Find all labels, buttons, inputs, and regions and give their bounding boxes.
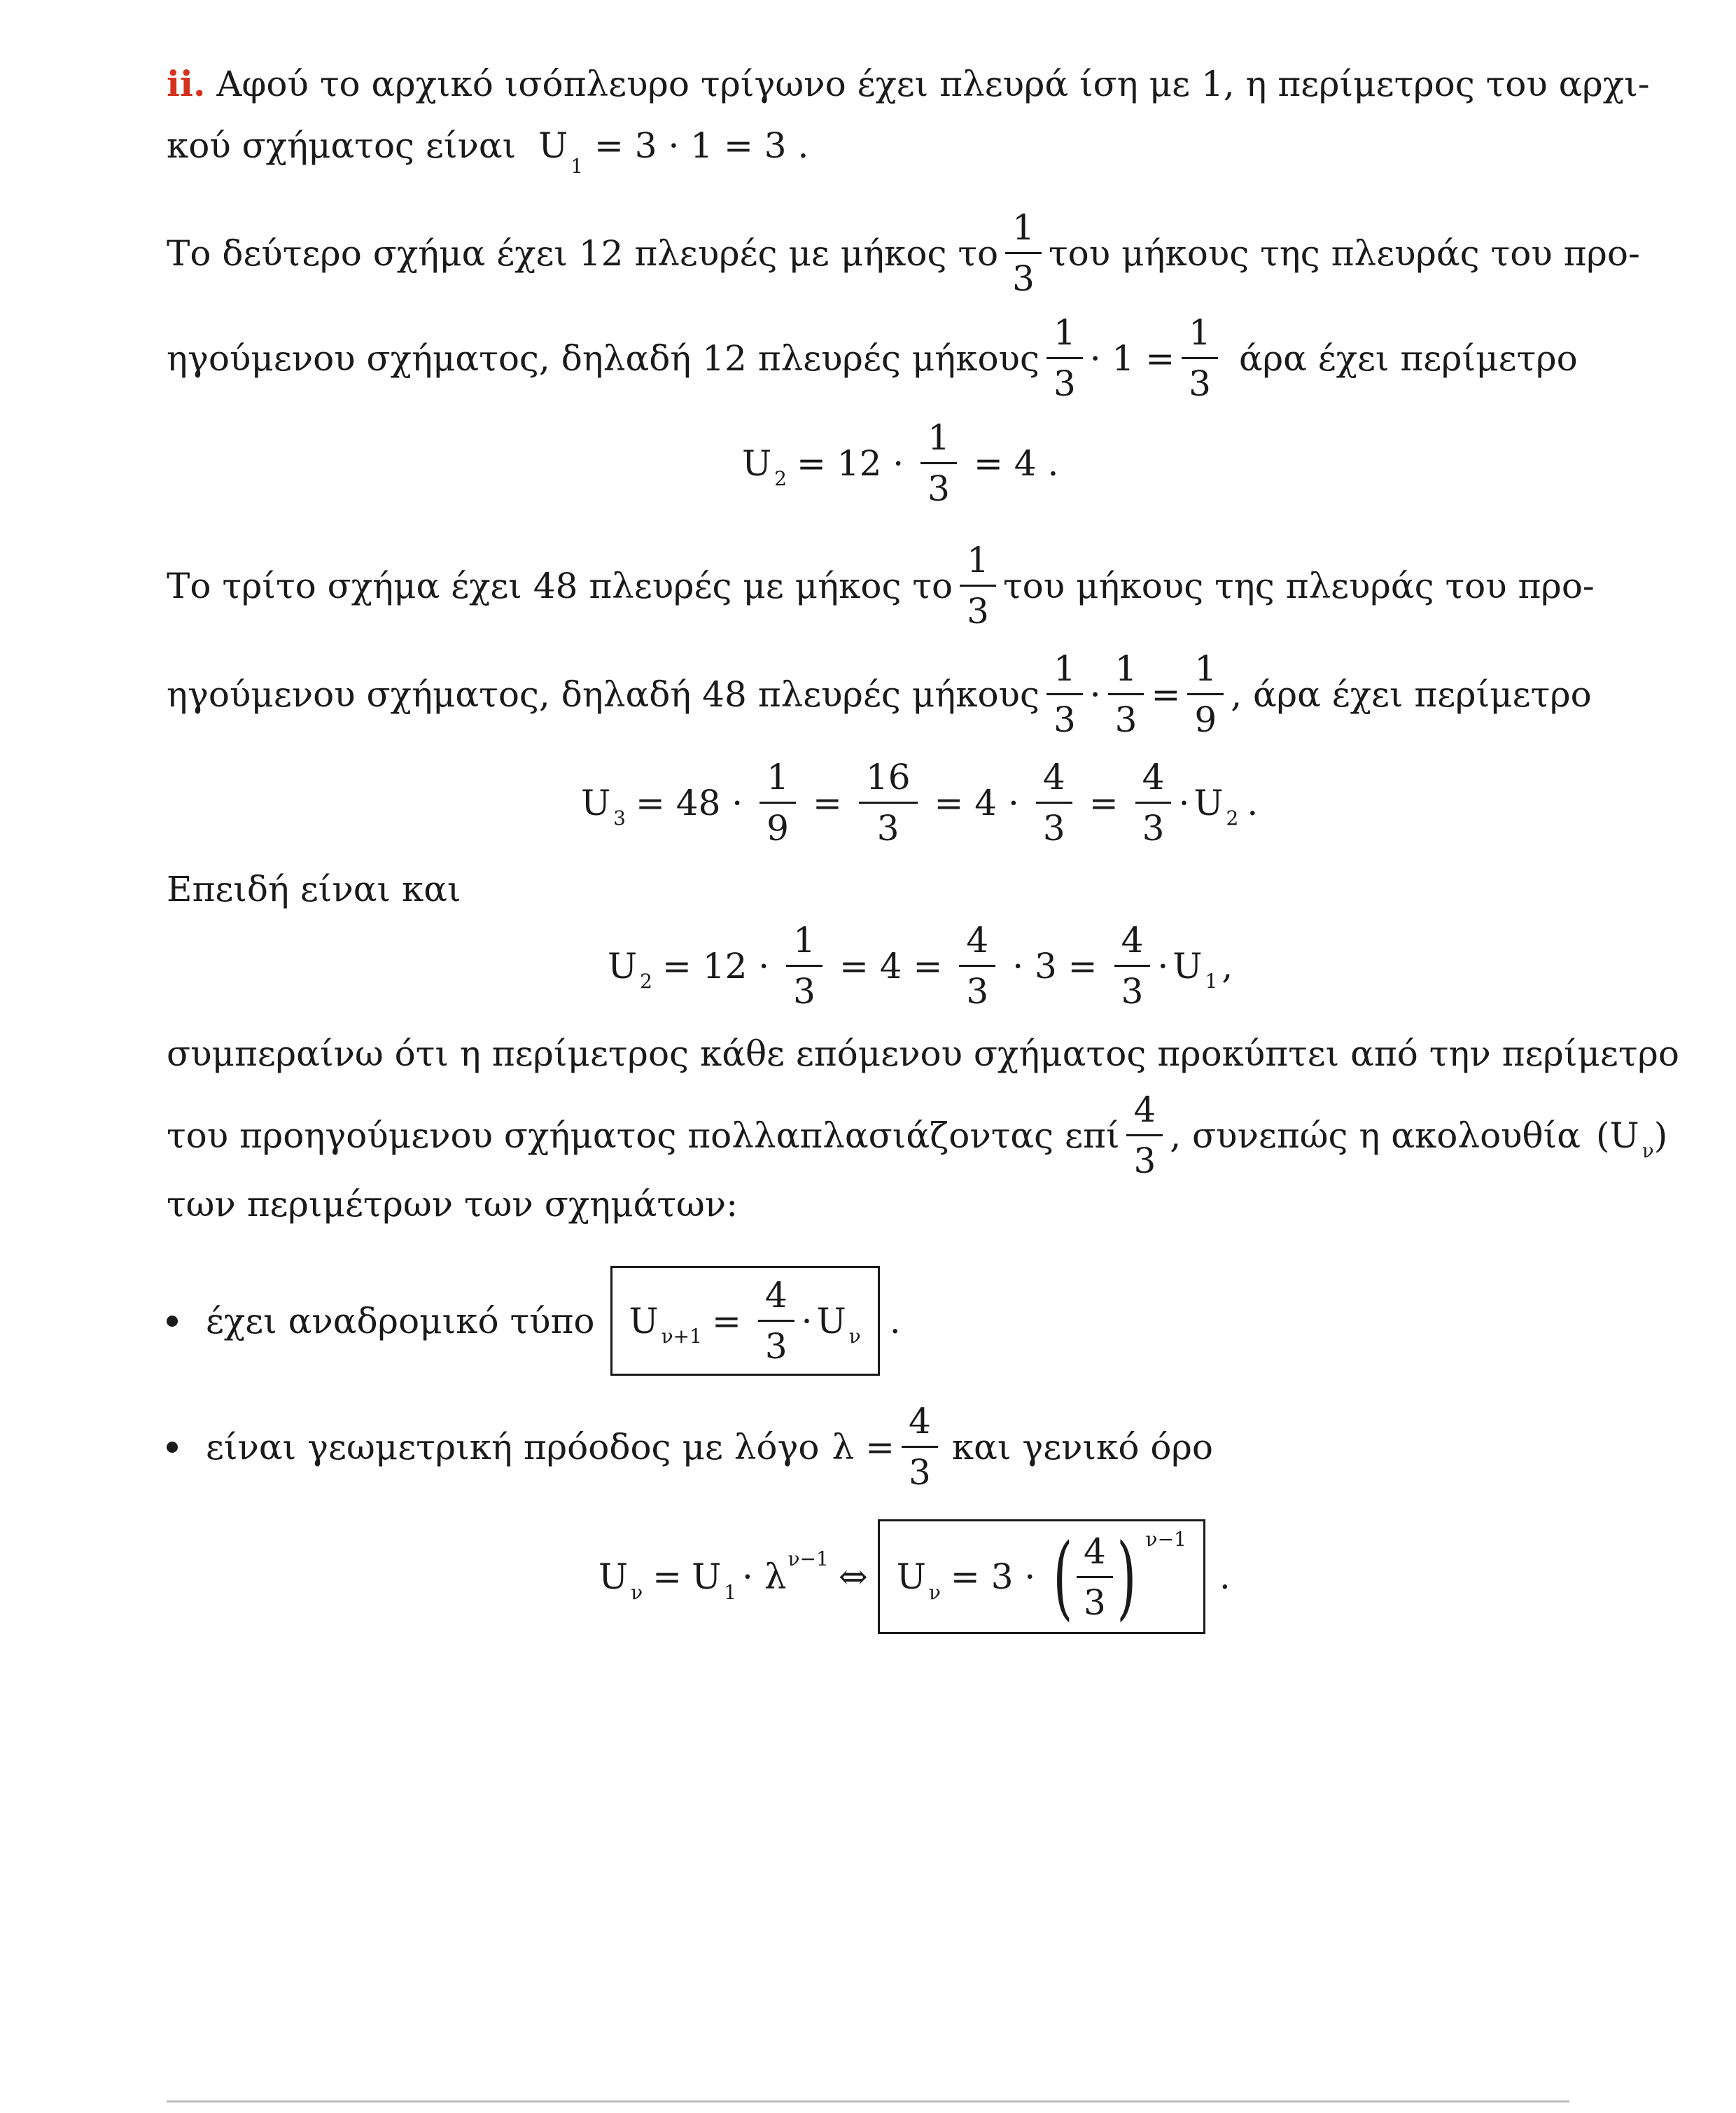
numerator: 1 — [960, 543, 996, 587]
numerator: 16 — [859, 760, 918, 804]
numerator: 1 — [920, 420, 957, 464]
lambda-equals: λ = — [832, 1426, 895, 1467]
denominator: 3 — [1042, 808, 1065, 849]
subscript: 1 — [1205, 970, 1218, 993]
operator: = — [1088, 782, 1119, 823]
fraction — [1077, 1530, 1113, 1623]
numerator: 4 — [1126, 1092, 1163, 1136]
text: Αφού το αρχικό ισόπλευρο τρίγωνο έχει πλευρά ίση με 1, η περίμετρος του αρχι- — [216, 64, 1650, 104]
operator: , — [1222, 945, 1233, 986]
numerator: 1 — [1046, 315, 1083, 359]
equation: = 3 · 1 = 3 . — [594, 125, 809, 166]
item-label: ii. — [167, 63, 206, 104]
text: κού σχήματος είναι — [167, 125, 517, 166]
boxed-general-term — [878, 1519, 1205, 1634]
denominator: 3 — [1189, 363, 1211, 404]
fraction — [920, 417, 957, 509]
denominator: 3 — [1053, 699, 1076, 740]
operator: · 1 = — [1089, 337, 1175, 379]
symbol-U: U — [1194, 782, 1224, 823]
text: του προηγούμενου σχήματος πολλαπλασιάζοντας επί — [167, 1115, 1120, 1156]
symbol-U: U — [816, 1300, 846, 1341]
denominator: 3 — [1133, 1141, 1156, 1181]
text: , άρα έχει περίμετρο — [1231, 674, 1592, 715]
iff-symbol: ⇔ — [838, 1556, 868, 1597]
numerator: 4 — [1114, 923, 1151, 967]
text: έχει αναδρομικό τύπο — [206, 1300, 595, 1341]
text: ηγούμενου σχήματος, δηλαδή 12 πλευρές μήκους — [167, 337, 1040, 379]
text: Το δεύτερο σχήμα έχει 12 πλευρές με μήκος το — [167, 232, 999, 274]
third-shape-line2 — [167, 648, 1592, 740]
symbol-U: U — [581, 782, 611, 823]
fraction — [1046, 312, 1083, 404]
text: Το τρίτο σχήμα έχει 48 πλευρές με μήκος το — [167, 565, 953, 606]
fraction-one-third — [1005, 207, 1042, 299]
paragraph-ii-line2 — [167, 125, 809, 178]
conclusion-line3 — [167, 1183, 738, 1225]
text: , συνεπώς η ακολουθία — [1170, 1115, 1581, 1156]
symbol-U: U — [1172, 945, 1203, 986]
fraction — [786, 920, 822, 1012]
operator: · λ — [742, 1556, 787, 1597]
denominator: 3 — [1114, 699, 1138, 740]
numerator: 4 — [1077, 1534, 1113, 1578]
denominator: 3 — [876, 808, 899, 849]
fraction — [960, 540, 996, 632]
operator: · — [1157, 945, 1169, 986]
fraction — [758, 1275, 794, 1367]
numerator: 1 — [1182, 315, 1218, 359]
operator: · — [1089, 674, 1101, 715]
paragraph-ii-line1 — [167, 63, 1650, 105]
boxed-recursive-formula — [610, 1266, 880, 1376]
numerator: 1 — [1005, 210, 1042, 254]
numerator: 1 — [1046, 651, 1083, 695]
sequence-open: (U — [1596, 1115, 1639, 1156]
text: Επειδή είναι και — [167, 869, 461, 909]
superscript: ν−1 — [788, 1547, 829, 1570]
symbol-U: U — [742, 442, 772, 484]
numerator: 4 — [902, 1404, 938, 1448]
denominator: 3 — [1012, 258, 1035, 299]
fraction — [1108, 648, 1144, 740]
subscript: ν — [1642, 1138, 1654, 1162]
footer-rule — [167, 2100, 1569, 2102]
symbol-U: U — [598, 1556, 629, 1597]
subscript: 1 — [724, 1580, 737, 1604]
numerator: 4 — [959, 923, 995, 967]
fraction — [1135, 757, 1172, 849]
bullet-geometric — [167, 1401, 1213, 1493]
fraction — [760, 757, 796, 849]
fraction — [902, 1401, 938, 1493]
operator: . — [889, 1300, 901, 1341]
denominator: 3 — [1121, 971, 1144, 1012]
subscript: 3 — [613, 807, 626, 830]
text: και γενικό όρο — [951, 1426, 1213, 1467]
text: του μήκους της πλευράς του προ- — [1048, 232, 1640, 274]
right-paren: ) — [1116, 1523, 1137, 1630]
denominator: 3 — [1142, 808, 1165, 849]
numerator: 4 — [758, 1278, 794, 1322]
equation-U2-again — [608, 920, 1233, 1012]
text: ηγούμενου σχήματος, δηλαδή 48 πλευρές μήκους — [167, 674, 1040, 715]
fraction — [1182, 312, 1218, 404]
bullet-icon — [167, 1442, 178, 1453]
text: είναι γεωμετρική πρόοδος με λόγο — [206, 1426, 820, 1467]
numerator: 1 — [1108, 651, 1144, 695]
subscript: ν+1 — [661, 1325, 702, 1348]
fraction — [859, 757, 918, 849]
denominator: 3 — [764, 1326, 788, 1367]
operator: . — [1247, 782, 1259, 823]
operator: · 3 = — [1012, 945, 1098, 986]
denominator: 3 — [1053, 363, 1076, 404]
operator: = 4 · — [934, 782, 1019, 823]
subscript: 2 — [1226, 807, 1239, 830]
numerator: 4 — [1036, 760, 1072, 804]
fraction — [1126, 1089, 1163, 1181]
denominator: 3 — [967, 591, 989, 632]
operator: = 48 · — [635, 782, 743, 823]
fraction — [1114, 920, 1151, 1012]
operator: = 4 . — [973, 442, 1059, 484]
second-shape-line1 — [167, 207, 1640, 299]
conclusion-line2 — [167, 1089, 1668, 1181]
fraction — [1187, 648, 1224, 740]
numerator: 1 — [786, 923, 822, 967]
operator: = — [812, 782, 842, 823]
subscript: 2 — [640, 970, 652, 993]
operator: = 4 = — [839, 945, 943, 986]
symbol-U: U — [692, 1556, 722, 1597]
left-paren: ( — [1053, 1523, 1073, 1630]
since-line — [167, 868, 461, 910]
operator: = — [652, 1556, 682, 1597]
second-shape-line2 — [167, 312, 1578, 404]
symbol-U: U — [896, 1556, 926, 1597]
denominator: 3 — [1084, 1582, 1106, 1623]
text: συμπεραίνω ότι η περίμετρος κάθε επόμενου σχήματος προκύπτει από την περίμετρο — [167, 1033, 1679, 1074]
sequence-close: ) — [1653, 1115, 1668, 1156]
fraction — [1046, 648, 1083, 740]
subscript: 1 — [570, 155, 584, 178]
fraction — [1036, 757, 1072, 849]
operator: = 12 · — [796, 442, 904, 484]
numerator: 4 — [1135, 760, 1172, 804]
subscript: ν — [631, 1580, 643, 1604]
subscript: ν — [928, 1580, 941, 1604]
operator: · — [801, 1300, 813, 1341]
conclusion-line1 — [167, 1033, 1679, 1075]
bullet-icon — [167, 1316, 178, 1327]
numerator: 1 — [760, 760, 796, 804]
operator: . — [1219, 1556, 1231, 1597]
numerator: 1 — [1187, 651, 1224, 695]
subscript: 2 — [774, 467, 787, 490]
operator: = 3 · — [950, 1556, 1036, 1597]
text: άρα έχει περίμετρο — [1238, 337, 1578, 379]
operator: · — [1178, 782, 1190, 823]
denominator: 3 — [927, 468, 950, 509]
operator: = 12 · — [662, 945, 770, 986]
operator: = — [711, 1300, 741, 1341]
equation-U3 — [581, 757, 1259, 849]
text: των περιμέτρων των σχημάτων: — [167, 1184, 738, 1225]
equation-U2 — [742, 417, 1068, 509]
fraction — [959, 920, 995, 1012]
third-shape-line1 — [167, 540, 1595, 632]
symbol-U: U — [629, 1300, 659, 1341]
bullet-recursive — [167, 1266, 901, 1376]
superscript: ν−1 — [1145, 1527, 1186, 1551]
operator: = — [1151, 674, 1181, 715]
text: του μήκους της πλευράς του προ- — [1002, 565, 1595, 606]
denominator: 9 — [1194, 699, 1217, 740]
denominator: 3 — [793, 971, 816, 1012]
symbol-U: U — [608, 945, 638, 986]
denominator: 3 — [966, 971, 989, 1012]
general-term-equation — [598, 1519, 1231, 1634]
denominator: 3 — [909, 1452, 931, 1493]
subscript: ν — [848, 1325, 861, 1348]
symbol-U: U — [538, 125, 568, 166]
denominator: 9 — [766, 808, 789, 849]
